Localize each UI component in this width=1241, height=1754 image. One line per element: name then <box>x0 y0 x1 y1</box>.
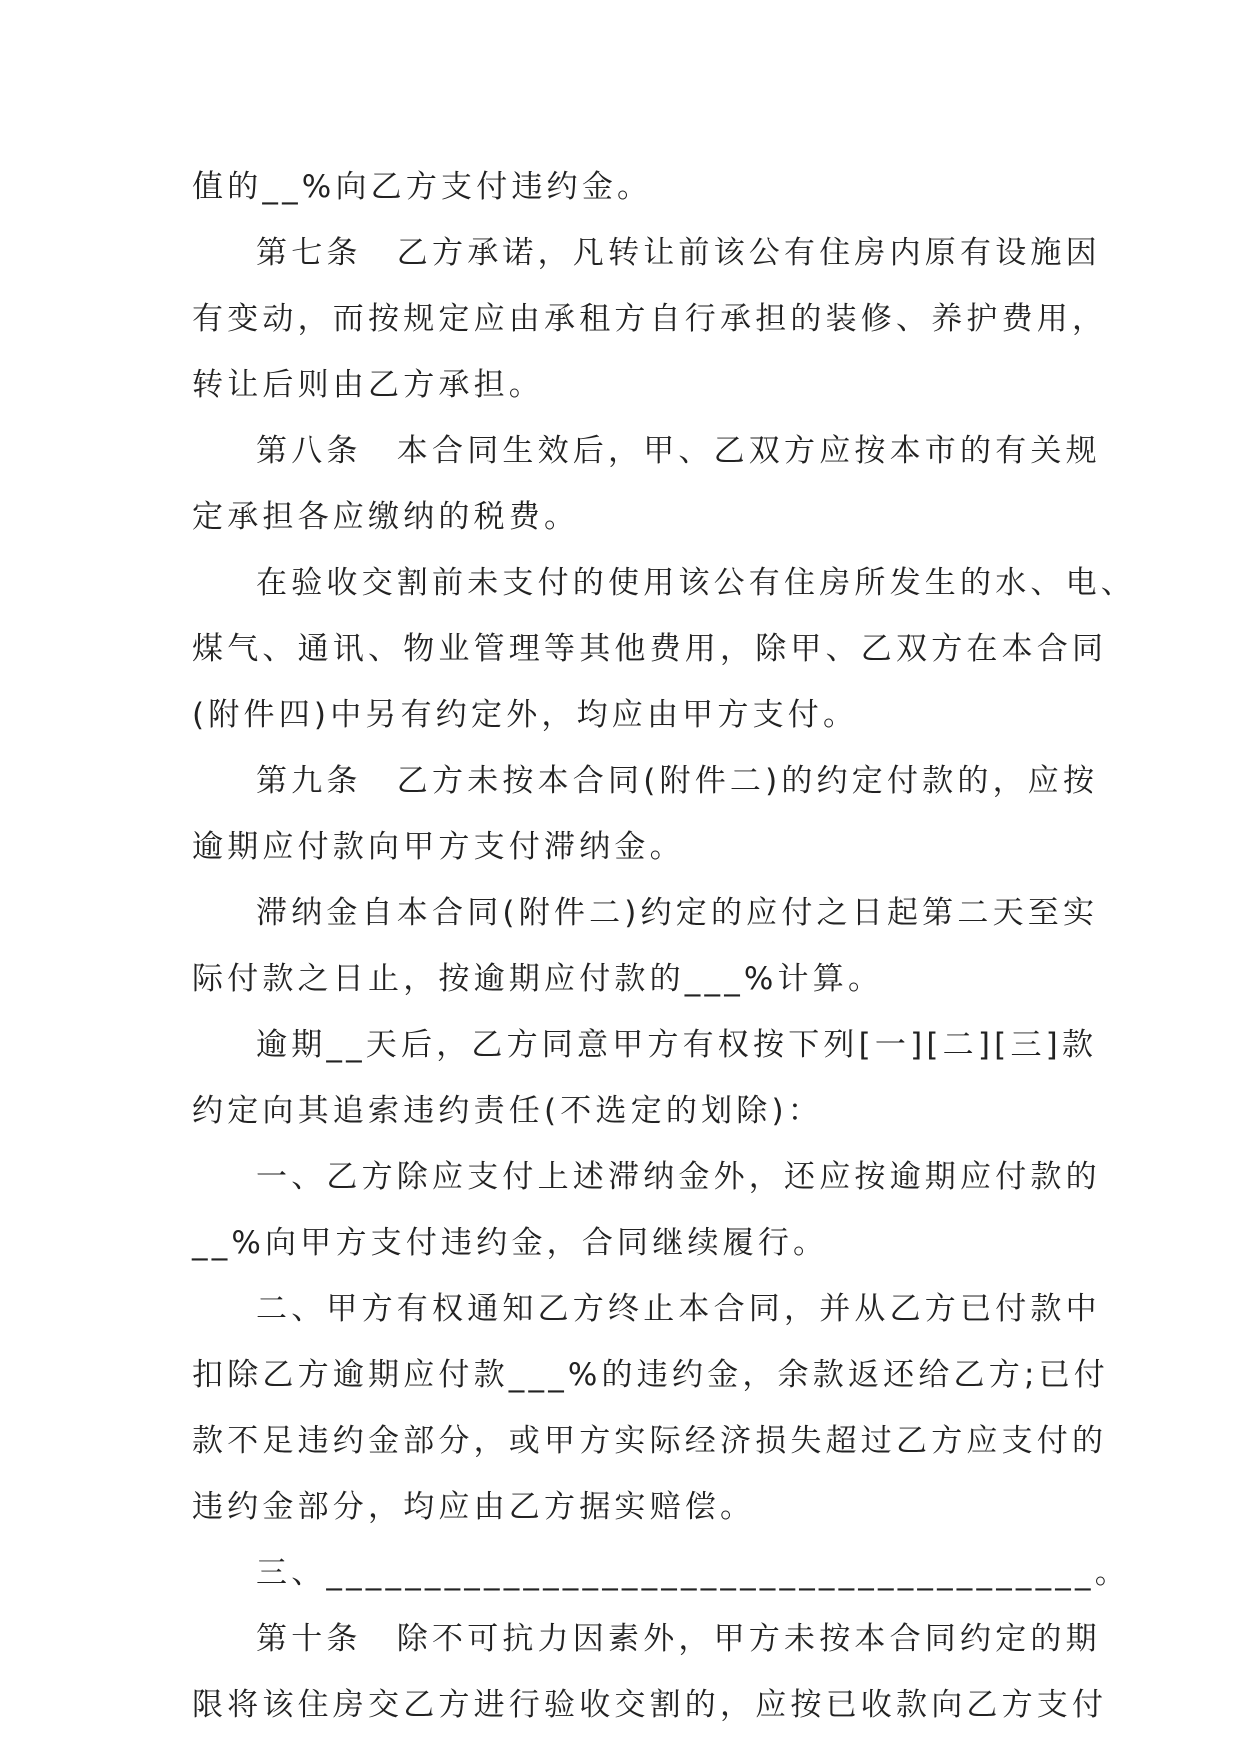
text-line-5: 第八条 本合同生效后，甲、乙双方应按本市的有关规 <box>256 433 1101 469</box>
text-line-13: 际付款之日止，按逾期应付款的___%计算。 <box>192 961 884 997</box>
text-line-9: (附件四)中另有约定外，均应由甲方支付。 <box>192 697 859 733</box>
text-line-1: 值的__%向乙方支付违约金。 <box>192 169 653 205</box>
text-line-11: 逾期应付款向甲方支付滞纳金。 <box>192 829 685 865</box>
text-line-15: 约定向其追索违约责任(不选定的划除)： <box>192 1093 823 1129</box>
text-line-10: 第九条 乙方未按本合同(附件二)的约定付款的，应按 <box>256 763 1099 799</box>
text-line-24: 限将该住房交乙方进行验收交割的，应按已收款向乙方支付 <box>192 1687 1108 1723</box>
text-line-14: 逾期__天后，乙方同意甲方有权按下列[一][二][三]款 <box>256 1027 1098 1063</box>
text-line-2: 第七条 乙方承诺，凡转让前该公有住房内原有设施因 <box>256 235 1101 271</box>
text-line-3: 有变动，而按规定应由承租方自行承担的装修、养护费用， <box>192 301 1108 337</box>
text-line-16: 一、乙方除应支付上述滞纳金外，还应按逾期应付款的 <box>256 1159 1101 1195</box>
text-line-20: 款不足违约金部分，或甲方实际经济损失超过乙方应支付的 <box>192 1423 1108 1459</box>
text-line-18: 二、甲方有权通知乙方终止本合同，并从乙方已付款中 <box>256 1291 1101 1327</box>
text-line-6: 定承担各应缴纳的税费。 <box>192 499 580 535</box>
text-line-7: 在验收交割前未支付的使用该公有住房所发生的水、电、 <box>256 565 1136 601</box>
text-line-8: 煤气、通讯、物业管理等其他费用，除甲、乙双方在本合同 <box>192 631 1108 667</box>
text-line-12: 滞纳金自本合同(附件二)约定的应付之日起第二天至实 <box>256 895 1099 931</box>
contract-text <box>192 162 1136 1746</box>
text-line-4: 转让后则由乙方承担。 <box>192 367 544 403</box>
text-line-23: 第十条 除不可抗力因素外，甲方未按本合同约定的期 <box>256 1621 1101 1657</box>
text-line-19: 扣除乙方逾期应付款___%的违约金，余款返还给乙方;已付 <box>192 1357 1109 1393</box>
text-line-17: __%向甲方支付违约金，合同继续履行。 <box>192 1225 829 1261</box>
text-line-22: 三、_______________________________________。 <box>256 1555 1130 1591</box>
text-line-21: 违约金部分，均应由乙方据实赔偿。 <box>192 1489 756 1525</box>
